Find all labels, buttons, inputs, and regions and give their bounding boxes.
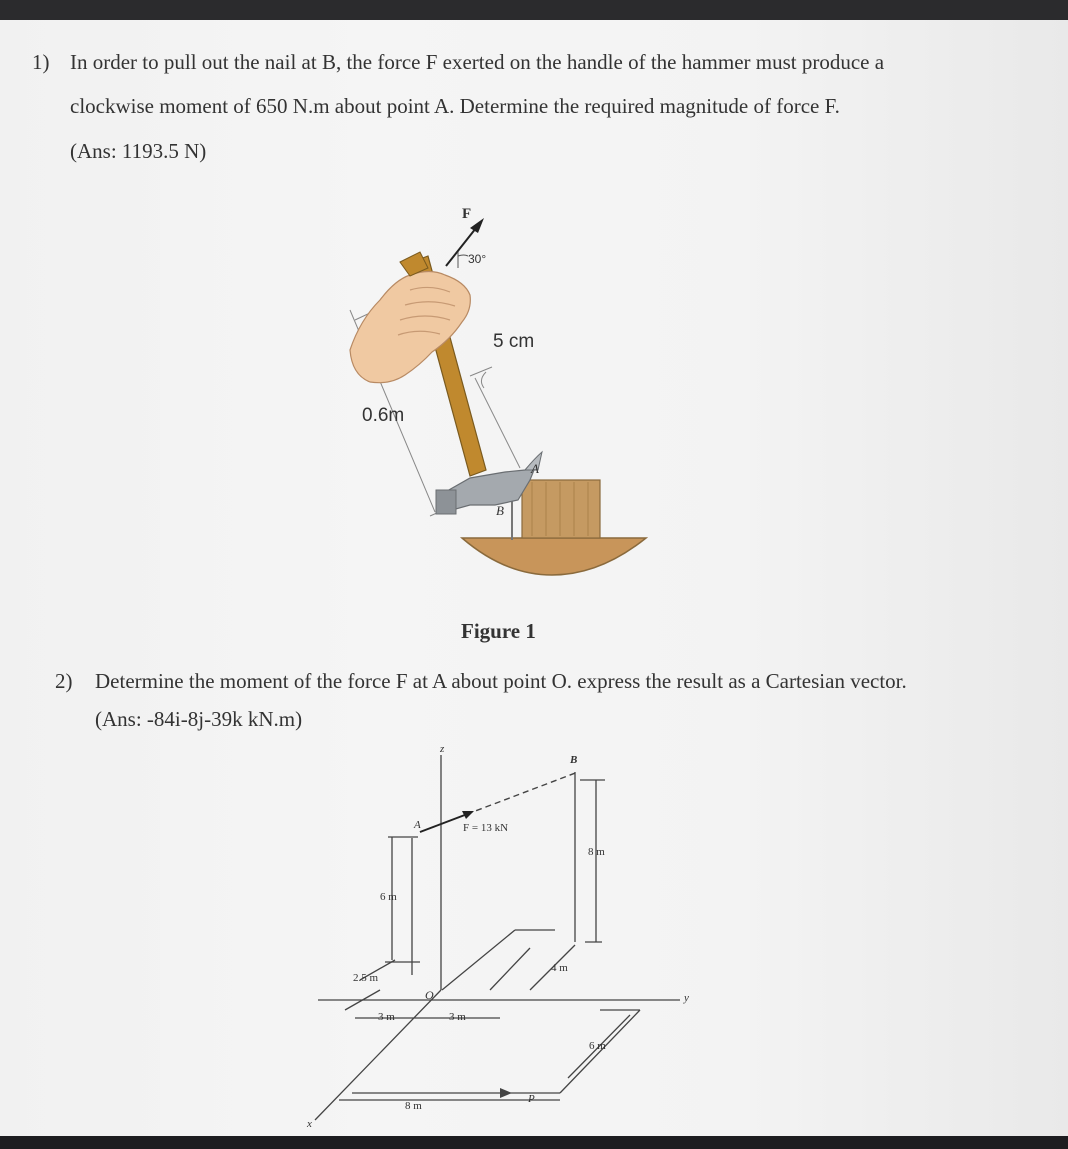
- figure-1-angle-label: 30°: [468, 252, 487, 266]
- problem-2-text-line-1: Determine the moment of the force F at A about point O. express the result as a Cartesian vector.: [95, 669, 907, 693]
- problem-2-answer: (Ans: -84i-8j-39k kN.m): [95, 707, 303, 731]
- figure-2-point-o: O: [425, 988, 434, 1002]
- figure-2-force-label: F = 13 kN: [463, 822, 509, 834]
- figure-2-dim-8m-bottom: 8 m: [405, 1100, 422, 1112]
- problem-1-text-line-1: In order to pull out the nail at B, the force F exerted on the handle of the hammer must produce a: [70, 50, 885, 74]
- problem-1-text-line-2: clockwise moment of 650 N.m about point A. Determine the required magnitude of force F.: [70, 94, 840, 118]
- figure-1-force-label: F: [462, 206, 472, 222]
- problem-2-number: 2): [55, 669, 73, 693]
- figure-2-point-p: P: [528, 1093, 535, 1105]
- figure-2-x-axis-label: x: [307, 1118, 312, 1130]
- figure-2-dim-3m-a: 3 m: [378, 1011, 395, 1023]
- figure-1-caption: Figure 1: [461, 619, 536, 643]
- figure-2-dim-3m-b: 3 m: [449, 1011, 466, 1023]
- figure-2-dim-6m-bottom: 6 m: [589, 1040, 606, 1052]
- problem-1-answer: (Ans: 1193.5 N): [70, 139, 207, 163]
- figure-1-point-b: B: [496, 503, 504, 518]
- figure-2-y-axis-label: y: [684, 992, 689, 1004]
- figure-2-dim-8m-right: 8 m: [588, 846, 605, 858]
- figure-2-dim-4m: 4 m: [551, 962, 568, 974]
- figure-1-point-a: A: [531, 461, 539, 476]
- figure-1-dimension-5cm: 5 cm: [493, 331, 535, 352]
- figure-2-dim-6m-left: 6 m: [380, 891, 397, 903]
- problem-1-number: 1): [32, 50, 50, 74]
- figure-1-dimension-0-6m: 0.6m: [362, 405, 405, 426]
- figure-2-dim-2-5m: 2.5 m: [353, 972, 379, 984]
- figure-2-point-b: B: [570, 754, 578, 766]
- figure-2-point-a: A: [414, 819, 421, 831]
- figure-2-z-axis-label: z: [440, 743, 445, 755]
